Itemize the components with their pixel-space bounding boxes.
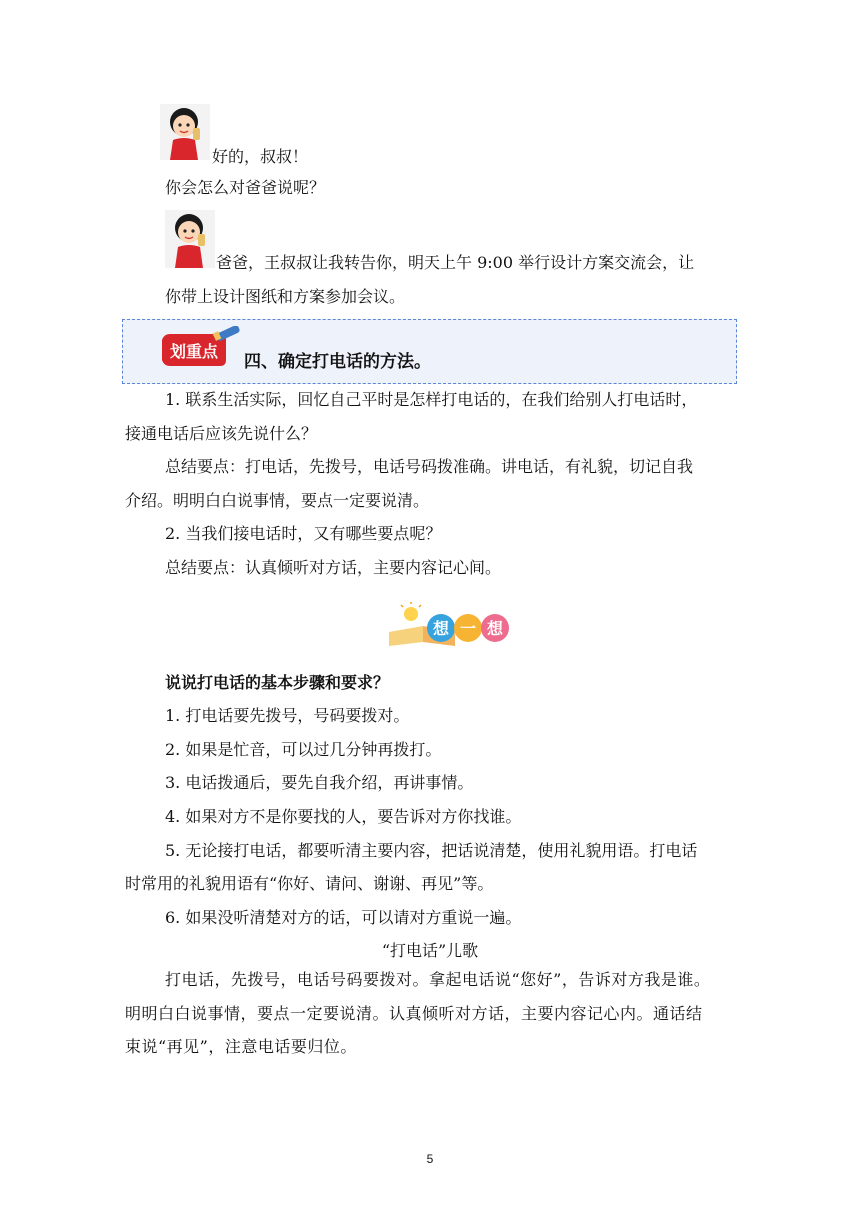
song-line-3: 束说“再见”，注意电话要归位。	[125, 1037, 357, 1056]
step-item-5a: 5. 无论接打电话，都要听清主要内容，把话说清楚，使用礼貌用语。打电话	[165, 841, 698, 860]
child-avatar-2	[165, 210, 215, 264]
page-number: 5	[426, 1152, 434, 1166]
section4-p2: 2. 当我们接电话时，又有哪些要点呢？	[165, 524, 442, 543]
song-line-2: 明明白白说事情，要点一定要说清。认真倾听对方话，主要内容记心内。通话结	[125, 1004, 703, 1023]
key-point-badge	[160, 326, 240, 368]
song-line-1: 打电话，先拨号，电话号码要拨对。拿起电话说“您好”，告诉对方我是谁。	[165, 970, 711, 989]
dialog-line-2a: 爸爸，王叔叔让我转告你，明天上午 9:00 举行设计方案交流会，让	[216, 253, 695, 272]
step-item-1: 1. 打电话要先拨号，号码要拨对。	[165, 706, 410, 725]
section4-summary1a: 总结要点：打电话，先拨号，电话号码拨准确。讲电话，有礼貌，切记自我	[165, 457, 694, 476]
dialog-line-2b: 你带上设计图纸和方案参加会议。	[165, 287, 406, 306]
callout-title: 四、确定打电话的方法。	[244, 352, 431, 372]
section4-summary1b: 介绍。明明白白说事情，要点一定要说清。	[125, 491, 430, 510]
step-item-3: 3. 电话拨通后，要先自我介绍，再讲事情。	[165, 773, 474, 792]
think-badge	[385, 602, 510, 646]
section4-p1b: 接通电话后应该先说什么？	[125, 424, 318, 443]
song-title: “打电话”儿歌	[381, 941, 479, 960]
step-item-5b: 时常用的礼貌用语有“你好、请问、谢谢、再见”等。	[125, 874, 494, 893]
step-item-6: 6. 如果没听清楚对方的话，可以请对方重说一遍。	[165, 908, 522, 927]
badge-label: 划重点	[169, 342, 219, 361]
think-char-2: 一	[459, 619, 477, 638]
section4-summary2: 总结要点：认真倾听对方话，主要内容记心间。	[165, 558, 502, 577]
dialog-question: 你会怎么对爸爸说呢？	[165, 178, 326, 197]
step-item-4: 4. 如果对方不是你要找的人，要告诉对方你找谁。	[165, 807, 522, 826]
think-char-3: 想	[486, 619, 504, 638]
section4-p1a: 1. 联系生活实际，回忆自己平时是怎样打电话的，在我们给别人打电话时，	[165, 390, 698, 409]
child-avatar-1	[160, 104, 210, 158]
think-char-1: 想	[432, 619, 450, 638]
steps-heading: 说说打电话的基本步骤和要求？	[165, 673, 390, 692]
dialog-line-1: 好的，叔叔！	[212, 147, 309, 166]
step-item-2: 2. 如果是忙音，可以过几分钟再拨打。	[165, 740, 442, 759]
